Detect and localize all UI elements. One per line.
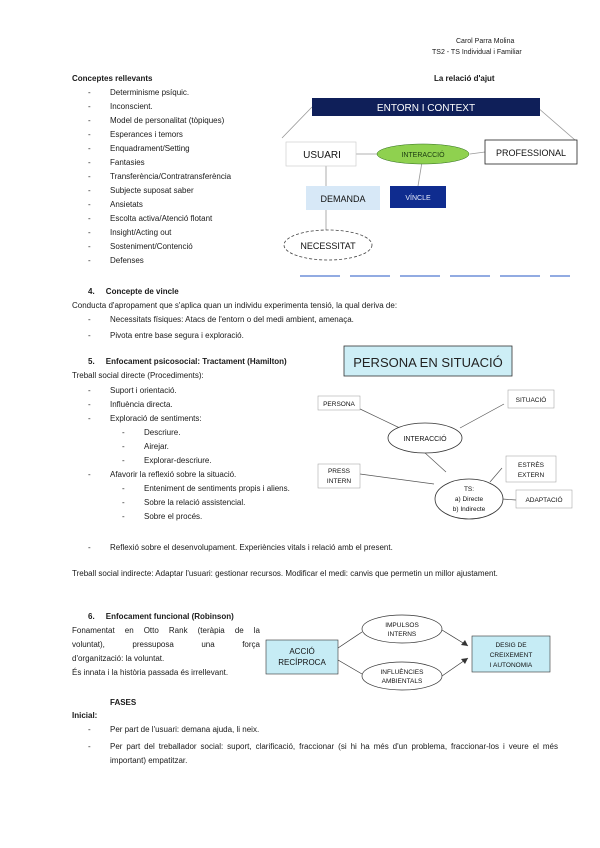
list-item: - Pivota entre base segura i exploració. xyxy=(88,331,244,340)
connector-line xyxy=(470,152,485,154)
list-item: - Sosteniment/Contenció xyxy=(88,242,193,251)
connector-line xyxy=(358,408,404,430)
list-item: - Subjecte suposat saber xyxy=(88,186,194,195)
list-item: - Suport i orientació. xyxy=(88,386,177,395)
creixement-label: CREIXEMENT xyxy=(489,652,533,659)
entorn-context-label: ENTORN I CONTEXT xyxy=(376,103,476,114)
text-line: Fonamentat en Otto Rank (teràpia de la xyxy=(72,626,260,635)
psicosocial-heading xyxy=(88,356,287,367)
course-name: TS2 - TS Individual i Familiar xyxy=(432,49,522,56)
list-item: - Reflexió sobre el desenvolupament. Experiències vitals i relació amb el present. xyxy=(88,543,393,552)
vincle-list xyxy=(88,314,488,341)
list-item: - Inconscient. xyxy=(88,102,153,111)
list-item: - Transferència/Contratransferència xyxy=(88,172,232,181)
author-name: Carol Parra Molina xyxy=(456,38,515,45)
interns-label: INTERNS xyxy=(387,631,417,638)
interaccio-label: INTERACCIÓ xyxy=(403,436,447,443)
adaptacio-label: ADAPTACIÓ xyxy=(525,497,563,504)
list-item: - Fantasies xyxy=(88,158,145,167)
intern-label: INTERN xyxy=(326,478,352,485)
ts-indirecte-label: b) Indirecte xyxy=(452,506,486,513)
connector-line xyxy=(418,162,422,186)
interaccio-label: INTERACCIÓ xyxy=(401,152,445,159)
list-item: - Defenses xyxy=(88,256,144,265)
connector-line xyxy=(424,452,446,472)
autonomia-label: I AUTONOMIA xyxy=(489,662,533,669)
list-item: - Afavorir la reflexió sobre la situació. xyxy=(88,470,237,479)
section-number: 5. xyxy=(88,357,95,366)
arrow-line xyxy=(338,632,362,648)
connector-line xyxy=(537,107,575,140)
section-title: Enfocament psicosocial: Tractament (Hamilton) xyxy=(105,357,287,366)
list-item: - Determinisme psíquic. xyxy=(88,88,190,97)
impulsos-interns-ellipse xyxy=(362,615,442,643)
extern-label: EXTERN xyxy=(517,472,545,479)
demanda-label: DEMANDA xyxy=(320,194,366,204)
ts-label: TS: xyxy=(463,486,475,493)
psicosocial-list xyxy=(88,385,308,522)
fases-initial: Inicial: xyxy=(72,711,98,720)
arrow-line xyxy=(338,660,362,674)
list-subitem: - Explorar-descriure. xyxy=(122,456,212,465)
fases-list xyxy=(88,724,558,768)
connector-line xyxy=(360,474,434,484)
fases-title: FASES xyxy=(110,698,137,707)
psicosocial-final xyxy=(88,542,393,553)
relacio-ajut-diagram xyxy=(270,90,590,285)
text-line: És innata i la història passada és irrellevant. xyxy=(72,668,229,677)
list-item: - Per part del treballador social: suport, clarificació, fraccionar (si hi ha més d'un problema, fraccionar-los i veure el més important) empatitzar. xyxy=(88,742,558,765)
list-item: - Esperances i temors xyxy=(88,130,183,139)
text-line: d'organització: la voluntat. xyxy=(72,654,165,663)
list-item: - Ansietats xyxy=(88,200,143,209)
list-subitem: - Enteniment de sentiments propis i aliens. xyxy=(122,484,290,493)
list-item: - Model de personalitat (tòpiques) xyxy=(88,116,225,125)
connector-line xyxy=(490,468,502,482)
list-item: - Per part de l'usuari: demana ajuda, li neix. xyxy=(88,725,260,734)
text-line: voluntat), pressuposa una força xyxy=(72,640,260,649)
list-item: - Escolta activa/Atenció flotant xyxy=(88,214,213,223)
list-item: - Exploració de sentiments: xyxy=(88,414,202,423)
funcional-text xyxy=(72,625,260,678)
list-item: - Influència directa. xyxy=(88,400,173,409)
persona-situacio-title: PERSONA EN SITUACIÓ xyxy=(353,355,503,370)
vincle-heading xyxy=(88,286,179,297)
persona-situacio-diagram xyxy=(312,344,578,534)
connector-line xyxy=(282,107,312,138)
section-number: 6. xyxy=(88,612,95,621)
indirect-work-text: Treball social indirecte: Adaptar l'usuari: gestionar recursos. Modificar el medi: canvis que permetin un millor ajustament. xyxy=(72,569,498,578)
list-item: - Enquadrament/Setting xyxy=(88,144,190,153)
usuari-label: USUARI xyxy=(303,150,341,161)
connector-line xyxy=(460,404,504,428)
ambientals-label: AMBIENTALS xyxy=(381,678,423,685)
estres-label: ESTRÈS xyxy=(517,462,545,469)
list-item: - Necessitats físiques: Atacs de l'entorn o del medi ambient, amenaça. xyxy=(88,315,354,324)
funcional-heading xyxy=(88,611,234,622)
list-item: - Insight/Acting out xyxy=(88,228,172,237)
concepts-title: Conceptes rellevants xyxy=(72,74,153,83)
professional-label: PROFESSIONAL xyxy=(495,148,567,158)
concepts-list xyxy=(88,87,278,266)
reciproca-label: RECÍPROCA xyxy=(278,658,326,667)
vincle-label: VÍNCLE xyxy=(405,195,431,202)
accio-reciproca-box xyxy=(266,640,338,674)
ts-directe-label: a) Directe xyxy=(454,496,484,503)
accio-label: ACCIÓ xyxy=(289,647,315,656)
necessitat-label: NECESSITAT xyxy=(300,241,356,251)
section-title: Concepte de vincle xyxy=(105,287,179,296)
section-title: Enfocament funcional (Robinson) xyxy=(105,612,234,621)
arrowhead-icon xyxy=(461,640,468,646)
section-number: 4. xyxy=(88,287,95,296)
enfocament-funcional-diagram xyxy=(262,612,562,696)
list-subitem: - Sobre la relació assistencial. xyxy=(122,498,246,507)
list-subitem: - Sobre el procés. xyxy=(122,512,203,521)
list-subitem: - Descriure. xyxy=(122,428,181,437)
impulsos-label: IMPULSOS xyxy=(385,622,419,629)
list-subitem: - Airejar. xyxy=(122,442,169,451)
connector-line xyxy=(502,499,516,500)
situacio-label: SITUACIÓ xyxy=(515,397,547,404)
desig-label: DESIG DE xyxy=(495,642,527,649)
psicosocial-subtitle: Treball social directe (Procediments): xyxy=(72,371,204,380)
influencies-ambientals-ellipse xyxy=(362,662,442,690)
diagram1-title: La relació d'ajut xyxy=(434,74,495,83)
press-label: PRESS xyxy=(327,468,351,475)
arrowhead-icon xyxy=(461,658,468,664)
influencies-label: INFLUÈNCIES xyxy=(380,669,424,676)
vincle-text: Conducta d'apropament que s'aplica quan un individu experimenta tensió, la qual deriva de: xyxy=(72,301,398,310)
persona-label: PERSONA xyxy=(323,401,355,408)
